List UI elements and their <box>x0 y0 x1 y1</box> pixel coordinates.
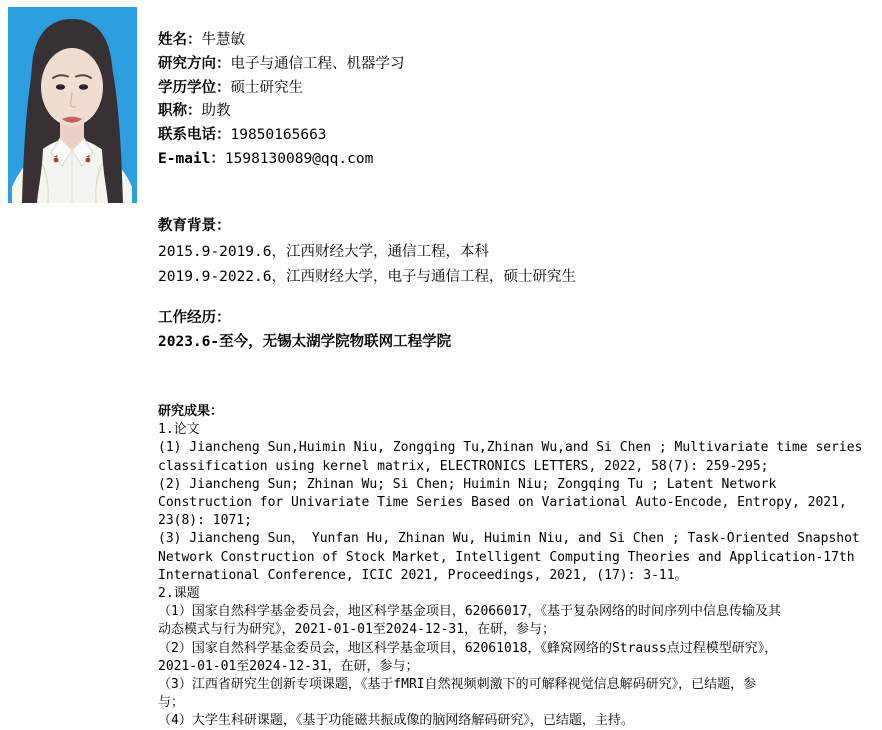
research-heading: 研究成果： <box>158 404 224 419</box>
education-section <box>158 214 576 291</box>
photo-collar-pin-right <box>86 158 91 163</box>
field-value-phone: 19850165663 <box>230 127 327 144</box>
research-line: classification using kernel matrix, ELECTRONICS LETTERS, 2022, 58(7): 259-295; <box>158 458 769 474</box>
research-line: (3) Jiancheng Sun， Yunfan Hu, Zhinan Wu, Huimin Niu, and Si Chen ; Task-Oriented Snapshot <box>158 531 860 547</box>
research-line: （3）江西省研究生创新专项课题，《基于fMRI自然视频刺激下的可解释视觉信息解码研究》，已结题，参 <box>158 677 757 693</box>
research-line: (1) Jiancheng Sun,Huimin Niu, Zongqing Tu,Zhinan Wu,and Si Chen ; Multivariate time series <box>158 440 863 456</box>
field-label-name: 姓名： <box>158 32 202 48</box>
research-line: 与； <box>158 695 185 711</box>
field-value-research-direction: 电子与通信工程、机器学习 <box>230 55 405 72</box>
education-item: 2015.9-2019.6，江西财经大学，通信工程，本科 <box>158 243 489 260</box>
info-row-research-direction <box>158 53 405 77</box>
photo-face <box>41 48 103 126</box>
info-row-title <box>158 100 405 124</box>
info-row-name <box>158 29 405 53</box>
field-value-degree: 硕士研究生 <box>230 79 303 96</box>
profile-photo <box>8 7 137 203</box>
photo-collar-pin-left <box>54 158 59 163</box>
research-line: （4）大学生科研课题，《基于功能磁共振成像的脑网络解码研究》，已结题，主持。 <box>158 713 634 729</box>
photo-eye-left <box>56 84 65 90</box>
field-label-email: E-mail： <box>158 150 225 167</box>
research-line: （2）国家自然科学基金委员会，地区科学基金项目，62061018，《蜂窝网络的Strauss点过程模型研究》， <box>158 640 778 656</box>
field-label-title: 职称： <box>158 103 202 120</box>
info-row-email <box>158 148 405 172</box>
portrait-photo-image <box>8 7 137 203</box>
research-line: Network Construction of Stock Market, Intelligent Computing Theories and Application-17th <box>158 549 855 565</box>
education-heading: 教育背景： <box>158 218 231 234</box>
research-line: （1）国家自然科学基金委员会，地区科学基金项目，62066017，《基于复杂网络的时间序列中信息传输及其 <box>158 604 781 620</box>
research-line: 23(8): 1071; <box>158 513 252 529</box>
education-item: 2019.9-2022.6，江西财经大学，电子与通信工程，硕士研究生 <box>158 269 576 285</box>
info-row-degree <box>158 77 405 101</box>
research-line: 1.论文 <box>158 422 200 438</box>
field-label-degree: 学历学位： <box>158 79 231 96</box>
research-line: 2021-01-01至2024-12-31，在研，参与； <box>158 658 419 674</box>
field-value-name: 牛慧敏 <box>201 32 245 48</box>
work-experience-section <box>158 306 451 354</box>
research-line: International Conference, ICIC 2021, Proceedings, 2021, (17): 3-11。 <box>158 567 688 583</box>
field-label-phone: 联系电话： <box>158 127 231 144</box>
research-line: Construction for Univariate Time Series Based on Variational Auto-Encode, Entropy, 2021, <box>158 495 847 511</box>
photo-eye-right <box>79 84 88 90</box>
research-line: 2.课题 <box>158 586 200 602</box>
research-section <box>158 403 882 730</box>
work-heading: 工作经历： <box>158 310 231 326</box>
field-value-email: 1598130089@qq.com <box>224 150 374 167</box>
work-item: 2023.6-至今，无锡太湖学院物联网工程学院 <box>158 334 452 350</box>
info-row-phone <box>158 124 405 148</box>
research-line: (2) Jiancheng Sun; Zhinan Wu; Si Chen; Huimin Niu; Zongqing Tu ; Latent Network <box>158 476 777 492</box>
field-value-title: 助教 <box>201 103 231 120</box>
field-label-research-direction: 研究方向： <box>158 55 231 72</box>
basic-info-section <box>158 29 405 172</box>
research-line: 动态模式与行为研究》，2021-01-01至2024-12-31，在研，参与； <box>158 622 556 638</box>
